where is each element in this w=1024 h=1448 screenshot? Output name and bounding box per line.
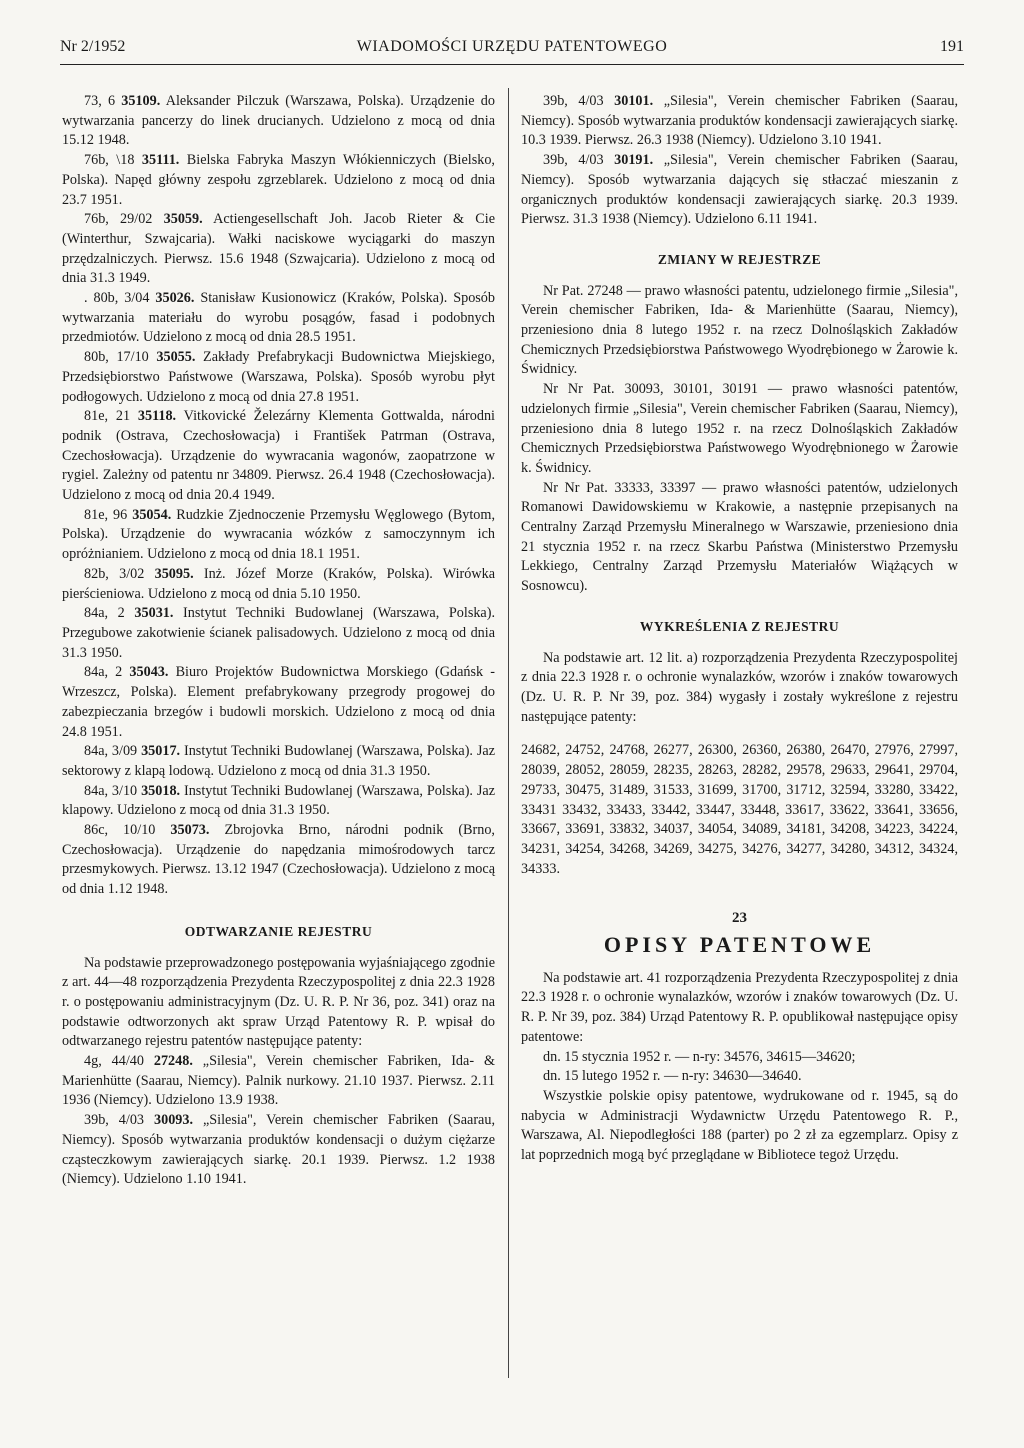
- patent-number: 35043.: [129, 664, 169, 681]
- patent-number: 30191.: [614, 152, 654, 169]
- patent-description: „Silesia", Verein chemischer Fabriken (Saarau, Niemcy). Sposób wytwarzania produktów kondensacji zawierających siarkę. 10.3 1939. Pierwsz. 26.3 1938 (Niemcy). Udzielono 3.10 1941.: [521, 93, 958, 149]
- patent-class: 80b, 17/10: [84, 349, 157, 366]
- wykreslenia-intro: Na podstawie art. 12 lit. a) rozporządzenia Prezydenta Rzeczypospolitej z dnia 22.3 1928 r. o ochronie wynalazków, wzorów i znaków towarowych (Dz. U. R. P. Nr 39, poz. 384) wygasły i zostały wykreślone z rejestru następujące patenty:: [521, 649, 958, 725]
- patent-description: Zakłady Prefabrykacji Budownictwa Miejskiego, Przedsiębiorstwo Państwowe (Warszawa, Polska). Sposób wyrobu płyt podłogowych. Udzielono z mocą od dnia 27.8 1951.: [62, 349, 495, 405]
- restored-patent-entry: [62, 1052, 495, 1111]
- patent-class: 84a, 2: [84, 605, 135, 622]
- patent-grants-list: [62, 92, 495, 900]
- patent-number: 35031.: [134, 605, 174, 622]
- patent-description: Inż. Józef Morze (Kraków, Polska). Wirówka pierścieniowa. Udzielono z mocą od dnia 5.10 1950.: [62, 565, 495, 602]
- patent-description: Rudzkie Zjednoczenie Przemysłu Węglowego (Bytom, Polska). Urządzenie do wywracania wózków z samoczynnym ich opróżnianiem. Udzielono z mocą od dnia 18.1 1951.: [62, 506, 495, 563]
- opisy-line-2: dn. 15 lutego 1952 r. — n-ry: 34630—34640.: [543, 1068, 802, 1085]
- page-header: [60, 30, 964, 65]
- wykreslenia-numbers: 24682, 24752, 24768, 26277, 26300, 26360, 26380, 26470, 27976, 27997, 28039, 28052, 28059, 28235, 28263, 28282, 29578, 29633, 29641, 29704, 29733, 30475, 31489, 31533, 31699, 31700, 31712, 32594, 33280, 33422, 33431 33432, 33433, 33442, 33447, 33448, 33617, 33622, 33641, 33656, 33667, 33691, 33832, 34037, 34054, 34089, 34181, 34208, 34223, 34224, 34231, 34254, 34268, 34269, 34275, 34276, 34277, 34280, 34312, 34324, 34333.: [521, 742, 958, 877]
- patent-class: 4g, 44/40: [84, 1053, 154, 1070]
- patent-number: 35095.: [154, 565, 194, 582]
- patent-description: Vitkovické Železárny Klementa Gottwalda, národni podnik (Ostrava, Czechosłowacja) i František Patrman (Ostrava, Czechosłowacja). Urządzenie do wywracania wagonów, zaopatrzone w rygiel. Zależny od patentu nr 34809. Pierwsz. 26.4 1948 (Czechosłowacja). Udzielono z mocą od dnia 20.4 1949.: [62, 408, 495, 504]
- patent-entry: [62, 151, 495, 210]
- zmiany-list: [521, 282, 958, 597]
- patent-class: 84a, 3/09: [84, 743, 142, 760]
- section-number: 23: [732, 910, 747, 927]
- odtwarzanie-intro: Na podstawie przeprowadzonego postępowania wyjaśniającego zgodnie z art. 44—48 rozporządzenia Prezydenta Rzeczypospolitej z dnia 22.3 1928 r. o postępowaniu administracyjnym (Dz. U. R. P. Nr 36, poz. 341) oraz na podstawie odtworzonych akt spraw Urząd Patentowy R. P. wpisał do odtwarzanego rejestru patentów następujące patenty:: [62, 954, 495, 1050]
- patent-description: Bielska Fabryka Maszyn Włókienniczych (Bielsko, Polska). Napęd główny zespołu zgrzeblarek. Udzielono z mocą od dnia 23.7 1951.: [62, 152, 495, 208]
- patent-class: 84a, 2: [84, 664, 130, 681]
- patent-description: Aleksander Pilczuk (Warszawa, Polska). Urządzenie do wytwarzania pancerzy do linek drucianych. Udzielono z mocą od dnia 15.12 1948.: [62, 93, 495, 149]
- restored-patent-entry: [521, 92, 958, 151]
- patent-description: Stanisław Kusionowicz (Kraków, Polska). Sposób wytwarzania materiału do wyrobu posągów, fasad i podobnych przedmiotów. Udzielono z mocą od dnia 28.5 1951.: [62, 290, 495, 346]
- odtwarzanie-list: [62, 1052, 495, 1190]
- patent-number: 35118.: [137, 408, 177, 425]
- patent-entry: [62, 92, 495, 151]
- patent-entry: [62, 565, 495, 604]
- section-title-zmiany: ZMIANY W REJESTRZE: [657, 251, 822, 267]
- patent-description: „Silesia", Verein chemischer Fabriken (Saarau, Niemcy). Sposób wytwarzania dających się stłaczać mieszanin z organicznych produktów kondensacji zawierających siarkę. 20.3 1939. Pierwsz. 31.3 1938 (Niemcy). Udzielono 6.11 1941.: [521, 152, 958, 228]
- odtwarzanie-list-continued: [521, 92, 958, 230]
- page-number: 191: [940, 38, 964, 55]
- patent-description: Instytut Techniki Budowlanej (Warszawa, Polska). Jaz klapowy. Udzielono z mocą od dnia 31.3 1950.: [62, 782, 495, 819]
- section-title-wykreslenia: WYKREŚLENIA Z REJESTRU: [639, 618, 840, 634]
- patent-entry: [62, 782, 495, 821]
- patent-description: Biuro Projektów Budownictwa Morskiego (Gdańsk - Wrzeszcz, Polska). Element prefabrykowany przegrody progowej do zabezpieczania brzegów i budowli morskich. Udzielono z mocą od dnia 24.8 1951.: [62, 664, 495, 740]
- patent-class: 39b, 4/03: [543, 152, 615, 169]
- patent-class: 82b, 3/02: [84, 565, 155, 582]
- patent-description: Instytut Techniki Budowlanej (Warszawa, Polska). Przegubowe zakotwienie ścianek palisadowych. Udzielono z mocą od dnia 31.3 1950.: [62, 605, 495, 661]
- patent-class: 76b, 29/02: [84, 211, 164, 228]
- patent-description: Zbrojovka Brno, národni podnik (Brno, Czechosłowacja). Urządzenie do napędzania mimośrodowych tarcz przesmykowych. Pierwsz. 13.12 1947 (Czechosłowacja). Udzielono z mocą od dnia 1.12 1948.: [62, 822, 495, 898]
- patent-class: 76b, \18: [84, 152, 142, 169]
- patent-class: . 80b, 3/04: [84, 290, 156, 307]
- patent-entry: [62, 663, 495, 742]
- patent-description: Instytut Techniki Budowlanej (Warszawa, Polska). Jaz sektorowy z klapą lodową. Udzielono z mocą od dnia 31.3 1950.: [62, 743, 495, 779]
- patent-number: 35026.: [155, 290, 195, 307]
- patent-entry: [62, 604, 495, 663]
- patent-description: „Silesia", Verein chemischer Fabriken (Saarau, Niemcy). Sposób wytwarzania produktów kondensacji o dużym ciężarze cząsteczkowym zawierających siarkę. 20.1 1939. Pierwsz. 1.2 1938 (Niemcy). Udzielono 1.10 1941.: [62, 1112, 495, 1188]
- patent-number: 35059.: [163, 211, 203, 228]
- column-divider: [508, 88, 509, 1378]
- restored-patent-entry: [62, 1111, 495, 1190]
- opisy-closing: Wszystkie polskie opisy patentowe, wydrukowane od r. 1945, są do nabycia w Administracji Wydawnictw Urzędu Patentowego R. P., Warszawa, Al. Niepodległości 188 (parter) po 2 zł za egzemplarz. Opisy z lat poprzednich mogą być przeglądane w Bibliotece tegoż Urzędu.: [521, 1087, 958, 1164]
- patent-class: 81e, 21: [84, 408, 138, 425]
- patent-entry: [62, 742, 495, 781]
- restored-patent-entry: [521, 151, 958, 230]
- opisy-intro: Na podstawie art. 41 rozporządzenia Prezydenta Rzeczypospolitej z dnia 22.3 1928 r. o ochronie wynalazków, wzorów i znaków towarowych (Dz. U. R. P. Nr 39, poz. 384) Urząd Patentowy R. P. opublikował następujące opisy patentowe:: [521, 969, 958, 1045]
- patent-number: 35073.: [170, 822, 210, 839]
- patent-number: 35054.: [132, 506, 172, 523]
- patent-description: „Silesia", Verein chemischer Fabriken, Ida- & Marienhütte (Saarau, Niemcy). Palnik nurkowy. 21.10 1937. Pierwsz. 2.11 1936 (Niemcy). Udzielono 13.9 1938.: [62, 1053, 495, 1109]
- patent-class: 39b, 4/03: [543, 93, 615, 109]
- patent-entry: [62, 210, 495, 289]
- patent-class: 81e, 96: [84, 506, 133, 523]
- patent-description: Actiengesellschaft Joh. Jacob Rieter & Cie (Winterthur, Szwajcaria). Wałki naciskowe wyciągarki do maszyn przędzalniczych. Pierwsz. 15.6 1948 (Szwajcaria). Udzielono z mocą od dnia 31.3 1949.: [62, 211, 495, 287]
- section-title-opisy: OPISY PATENTOWE: [603, 932, 876, 958]
- patent-entry: [62, 289, 495, 348]
- section-title-odtwarzanie: ODTWARZANIE REJESTRU: [184, 923, 373, 939]
- patent-number: 35111.: [141, 152, 180, 169]
- patent-entry: [62, 821, 495, 900]
- zmiany-paragraph: Nr Nr Pat. 30093, 30101, 30191 — prawo własności patentów, udzielonych firmie „Silesia", Verein chemischer Fabriken (Saarau, Niemcy), przeniesiono dnia 8 lutego 1952 r. na rzecz Dolnośląskich Zakładów Chemicznych Przedsiębiorstwa Państwowego Wyodrębnionego w Żarowie k. Świdnicy.: [521, 381, 958, 476]
- journal-title: WIADOMOŚCI URZĘDU PATENTOWEGO: [356, 38, 668, 55]
- patent-class: 39b, 4/03: [84, 1112, 154, 1129]
- zmiany-paragraph: Nr Pat. 27248 — prawo własności patentu, udzielonego firmie „Silesia", Verein chemischer Fabriken, Ida- & Marienhütte (Saarau, Niemcy), przeniesiono dnia 8 lutego 1952 r. na rzecz Dolnośląskich Zakładów Chemicznych Przedsiębiorstwa Państwowego Wyodrębionego w Żarowie k. Świdnicy.: [521, 282, 958, 378]
- patent-class: 73, 6: [84, 93, 122, 109]
- patent-number: 35055.: [156, 349, 196, 366]
- patent-number: 35109.: [121, 93, 161, 109]
- patent-number: 30101.: [614, 93, 654, 109]
- opisy-line-1: dn. 15 stycznia 1952 r. — n-ry: 34576, 34615—34620;: [543, 1048, 856, 1065]
- patent-entry: [62, 407, 495, 506]
- patent-class: 84a, 3/10: [84, 782, 142, 799]
- patent-number: 35017.: [141, 743, 181, 760]
- patent-class: 86c, 10/10: [84, 822, 171, 839]
- patent-entry: [62, 348, 495, 407]
- patent-number: 27248.: [153, 1053, 193, 1070]
- right-column: [521, 92, 958, 1166]
- left-column: [62, 92, 495, 1190]
- patent-entry: [62, 506, 495, 565]
- patent-number: 35018.: [141, 782, 181, 799]
- zmiany-paragraph: Nr Nr Pat. 33333, 33397 — prawo własności patentów, udzielonych Romanowi Dawidowskiemu w Krakowie, a następnie przepisanych na Centralny Zarząd Przemysłu Mineralnego w Warszawie, przeniesiono dnia 21 stycznia 1952 r. na rzecz Skarbu Państwa (Ministerstwo Przemysłu Lekkiego, Centralny Zarząd Przemysłu Materiałów Wiążących w Sosnowcu).: [521, 479, 958, 595]
- issue-number: Nr 2/1952: [60, 38, 126, 55]
- patent-number: 30093.: [154, 1112, 194, 1129]
